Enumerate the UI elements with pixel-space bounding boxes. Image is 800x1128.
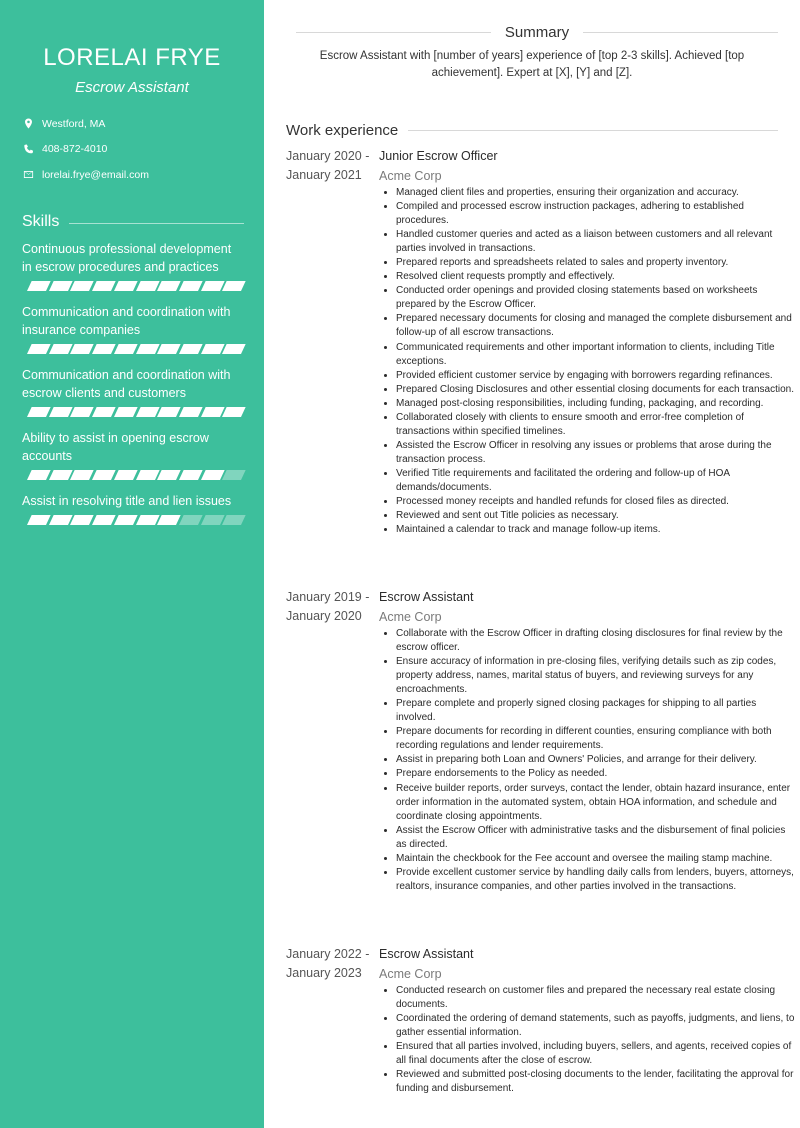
job-dates	[286, 147, 376, 185]
skill-level-segment-filled	[49, 344, 72, 354]
skill-level-segment-filled	[157, 281, 180, 291]
job-bullet: • Handled customer queries and acted as a liaison between customers and all relevant parties involved in transactions.	[396, 228, 795, 256]
experience-heading	[286, 122, 778, 139]
skill-item	[22, 240, 244, 291]
skill-level-segment-filled	[201, 407, 224, 417]
job-bullet: • Resolved client requests promptly and effectively.	[396, 270, 795, 284]
job-date-end: January 2020	[286, 609, 362, 623]
contact-phone	[22, 137, 252, 163]
skill-level-segment-filled	[92, 470, 115, 480]
skill-level-segment-filled	[222, 407, 245, 417]
skill-item	[22, 366, 244, 417]
job-bullet: • Coordinated the ordering of demand statements, such as payoffs, judgments, and liens, to gather essential information.	[396, 1012, 795, 1040]
skill-level-segment-filled	[27, 407, 50, 417]
location-text: Westford, MA	[42, 117, 106, 130]
skill-item	[22, 429, 244, 480]
job-title: Junior Escrow Officer	[379, 149, 498, 163]
contact-location	[22, 111, 252, 137]
job-bullet: • Processed money receipts and handled refunds for closed files as directed.	[396, 495, 795, 509]
skill-level-segment-filled	[27, 515, 50, 525]
skill-level-segment-filled	[114, 281, 137, 291]
skill-level-bar	[22, 344, 244, 354]
skill-level-segment-empty	[222, 515, 245, 525]
skill-level-segment-filled	[70, 407, 93, 417]
job-bullet: • Receive builder reports, order surveys, contact the lender, obtain hazard insurance, enter order information in the automated system, obtain HOA information, and schedule and coordinate closing appointments.	[396, 782, 795, 824]
skill-level-segment-empty	[222, 470, 245, 480]
skill-level-segment-filled	[201, 281, 224, 291]
skills-heading	[22, 213, 244, 231]
job-bullet: • Managed client files and properties, ensuring their organization and accuracy.	[396, 186, 795, 200]
summary-heading	[296, 24, 778, 41]
job-bullet: • Prepared reports and spreadsheets related to sales and property inventory.	[396, 256, 795, 270]
skill-level-segment-filled	[49, 407, 72, 417]
skill-label: Assist in resolving title and lien issues	[22, 494, 232, 508]
skill-level-segment-filled	[49, 515, 72, 525]
job-bullet: • Compiled and processed escrow instruction packages, adhering to established procedures.	[396, 200, 795, 228]
summary-heading-text: Summary	[504, 24, 570, 41]
skill-level-segment-filled	[157, 515, 180, 525]
job-bullet: • Communicated requirements and other important information to clients, including Title exceptions.	[396, 341, 795, 369]
skill-level-bar	[22, 407, 244, 417]
job-bullet: • Reviewed and submitted post-closing documents to the lender, facilitating the approval for funding and disbursement.	[396, 1068, 795, 1096]
job-date-end: January 2023	[286, 966, 362, 980]
skills-heading-rule	[69, 223, 244, 224]
job-bullet: • Reviewed and sent out Title policies as necessary.	[396, 509, 795, 523]
skill-level-segment-filled	[179, 344, 202, 354]
skill-level-segment-filled	[179, 281, 202, 291]
skill-label: Ability to assist in opening escrow accounts	[22, 431, 209, 463]
skills-heading-text: Skills	[22, 213, 60, 230]
skill-level-segment-filled	[179, 470, 202, 480]
job-bullet: • Prepare endorsements to the Policy as needed.	[396, 767, 795, 781]
email-icon	[22, 169, 34, 181]
skill-level-bar	[22, 281, 244, 291]
job-bullets	[379, 186, 795, 537]
skill-item	[22, 492, 244, 525]
skill-level-segment-empty	[201, 515, 224, 525]
summary-rule-right	[583, 32, 778, 33]
skills-list	[22, 240, 244, 537]
skill-level-segment-filled	[136, 281, 159, 291]
skill-level-segment-filled	[114, 515, 137, 525]
skill-level-bar	[22, 515, 244, 525]
skill-label: Continuous professional development in escrow procedures and practices	[22, 242, 232, 274]
job-bullet: • Maintain the checkbook for the Fee account and oversee the mailing stamp machine.	[396, 852, 795, 866]
skill-level-segment-filled	[49, 281, 72, 291]
skill-level-segment-filled	[92, 281, 115, 291]
job-date-start: January 2020 -	[286, 149, 370, 163]
contact-email	[22, 162, 252, 188]
skill-level-segment-filled	[136, 407, 159, 417]
experience-heading-rule	[408, 130, 778, 131]
job-dates	[286, 588, 376, 626]
skill-level-segment-filled	[27, 344, 50, 354]
job-company: Acme Corp	[379, 169, 442, 183]
phone-text[interactable]: 408-872-4010	[42, 143, 108, 156]
skill-level-segment-filled	[179, 407, 202, 417]
skill-label: Communication and coordination with escrow clients and customers	[22, 368, 231, 400]
job-company: Acme Corp	[379, 967, 442, 981]
skill-level-segment-filled	[157, 344, 180, 354]
job-bullets	[379, 984, 795, 1096]
job-title: Escrow Assistant	[379, 947, 474, 961]
job-bullet: • Maintained a calendar to track and manage follow-up items.	[396, 523, 795, 537]
skill-level-segment-filled	[70, 344, 93, 354]
contact-list	[22, 111, 252, 188]
skill-level-segment-filled	[92, 407, 115, 417]
summary-text: Escrow Assistant with [number of years] experience of [top 2-3 skills]. Achieved [top achievement]. Expert at [X], [Y] and [Z].	[319, 50, 745, 79]
skill-level-segment-filled	[70, 281, 93, 291]
candidate-role: Escrow Assistant	[75, 79, 189, 96]
sidebar	[0, 0, 264, 1128]
skill-level-segment-filled	[157, 470, 180, 480]
skill-level-segment-filled	[222, 344, 245, 354]
skill-level-segment-filled	[27, 281, 50, 291]
job-bullet: • Prepare documents for recording in different counties, ensuring compliance with both recording regulations and lender requirements.	[396, 725, 795, 753]
job-bullet: • Managed post-closing responsibilities, including funding, packaging, and recording.	[396, 397, 795, 411]
job-bullet: • Assisted the Escrow Officer in resolving any issues or problems that arose during the transaction process.	[396, 439, 795, 467]
skill-level-segment-filled	[114, 344, 137, 354]
candidate-name: LORELAI FRYE	[43, 44, 221, 71]
summary-rule-left	[296, 32, 491, 33]
skill-level-segment-empty	[179, 515, 202, 525]
skill-level-segment-filled	[27, 470, 50, 480]
job-bullet: • Verified Title requirements and facilitated the ordering and follow-up of HOA demands/documents.	[396, 467, 795, 495]
skill-level-segment-filled	[136, 515, 159, 525]
job-date-start: January 2019 -	[286, 590, 370, 604]
job-bullet: • Prepare complete and properly signed closing packages for shipping to all parties involved.	[396, 697, 795, 725]
job-bullet: • Conducted order openings and provided closing statements based on worksheets prepared by the Escrow Officer.	[396, 284, 795, 312]
job-bullet: • Prepared necessary documents for closing and managed the complete disbursement and follow-up of all escrow transactions.	[396, 312, 795, 340]
skill-level-segment-filled	[92, 515, 115, 525]
job-date-end: January 2021	[286, 168, 362, 182]
phone-icon	[22, 143, 34, 155]
job-bullet: • Ensured that all parties involved, including buyers, sellers, and agents, received copies of all final documents after the close of escrow.	[396, 1040, 795, 1068]
job-bullet: • Collaborate with the Escrow Officer in drafting closing disclosures for final review by the escrow officer.	[396, 627, 795, 655]
job-company: Acme Corp	[379, 610, 442, 624]
skill-level-segment-filled	[70, 470, 93, 480]
skill-level-segment-filled	[136, 344, 159, 354]
job-bullets	[379, 627, 795, 894]
skill-level-segment-filled	[157, 407, 180, 417]
job-bullet: • Assist in preparing both Loan and Owners' Policies, and arrange for their delivery.	[396, 753, 795, 767]
job-bullet: • Assist the Escrow Officer with administrative tasks and the disbursement of final policies as directed.	[396, 824, 795, 852]
experience-heading-text: Work experience	[286, 122, 399, 139]
skill-label: Communication and coordination with insurance companies	[22, 305, 231, 337]
skill-level-segment-filled	[114, 407, 137, 417]
job-dates	[286, 945, 376, 983]
skill-level-segment-filled	[201, 470, 224, 480]
skill-level-segment-filled	[201, 344, 224, 354]
job-bullet: • Conducted research on customer files and prepared the necessary real estate closing documents.	[396, 984, 795, 1012]
skill-level-segment-filled	[222, 281, 245, 291]
skill-level-bar	[22, 470, 244, 480]
email-text[interactable]: lorelai.frye@email.com	[42, 168, 149, 181]
job-bullet: • Provided efficient customer service by engaging with borrowers regarding refinances.	[396, 369, 795, 383]
job-date-start: January 2022 -	[286, 947, 370, 961]
skill-level-segment-filled	[92, 344, 115, 354]
skill-level-segment-filled	[70, 515, 93, 525]
job-bullet: • Provide excellent customer service by handling daily calls from lenders, buyers, attorneys, realtors, insurance companies, and other parties involved in the transactions.	[396, 866, 795, 894]
location-pin-icon	[22, 118, 34, 130]
skill-item	[22, 303, 244, 354]
job-bullet: • Ensure accuracy of information in pre-closing files, verifying details such as zip codes, property address, names, marital status of buyers, and reviewing surveys for any encroachments.	[396, 655, 795, 697]
skill-level-segment-filled	[136, 470, 159, 480]
skill-level-segment-filled	[49, 470, 72, 480]
skill-level-segment-filled	[114, 470, 137, 480]
job-title: Escrow Assistant	[379, 590, 474, 604]
job-bullet: • Prepared Closing Disclosures and other essential closing documents for each transaction.	[396, 383, 795, 397]
job-bullet: • Collaborated closely with clients to ensure smooth and error-free completion of transactions within specified timelines.	[396, 411, 795, 439]
